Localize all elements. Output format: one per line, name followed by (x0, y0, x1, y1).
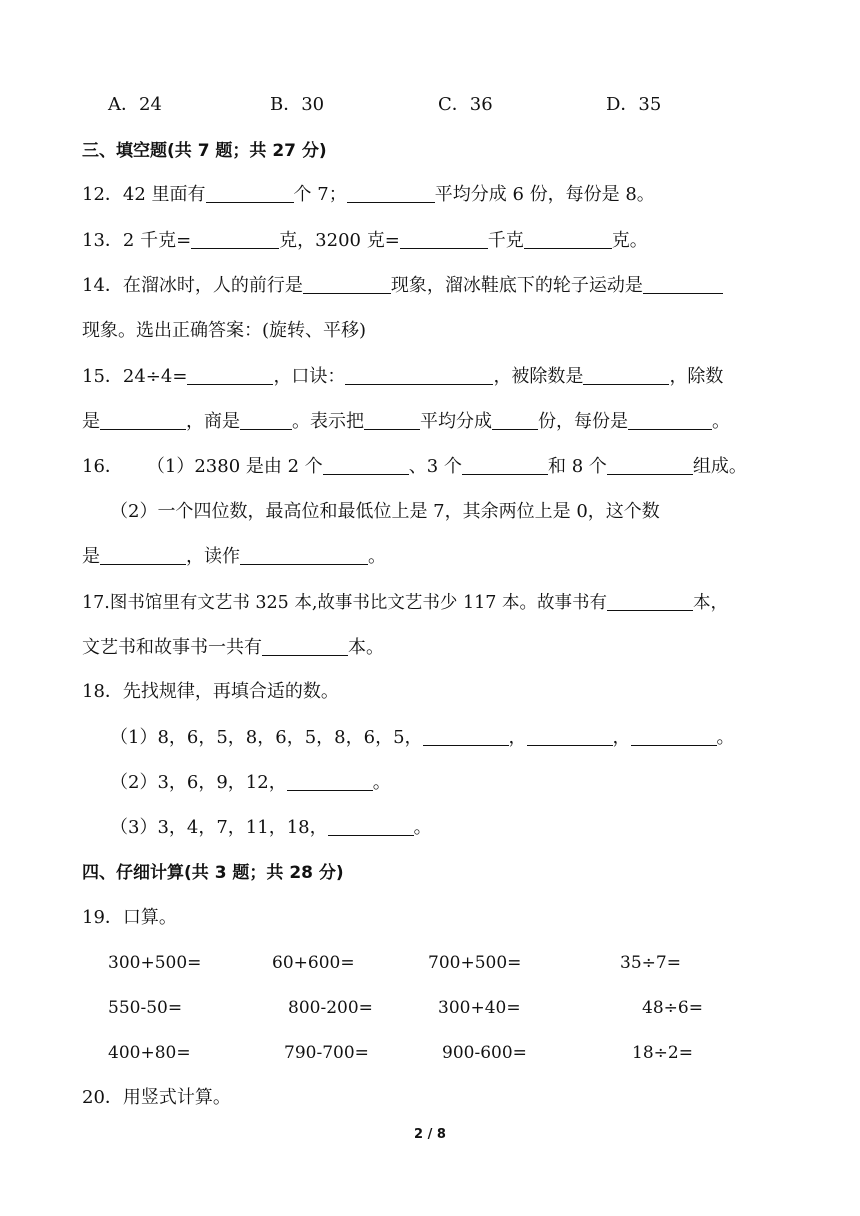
question-14-line-2: 现象。选出正确答案：(旋转、平移) (82, 320, 367, 341)
answer-blank[interactable] (628, 411, 712, 430)
question-number: 18． (82, 681, 123, 702)
oral-calc-item: 35÷7= (620, 953, 681, 973)
answer-blank[interactable] (240, 411, 292, 430)
oral-calc-item: 400+80= (108, 1043, 191, 1063)
answer-blank[interactable] (100, 411, 186, 430)
answer-blank[interactable] (100, 546, 186, 565)
question-12: 12．42 里面有 个 7； 平均分成 6 份，每份是 8。 (82, 184, 655, 205)
answer-blank[interactable] (643, 275, 723, 294)
answer-blank[interactable] (191, 230, 279, 249)
option-a: A．24 (108, 94, 162, 115)
oral-calc-item: 700+500= (428, 953, 522, 973)
oral-calc-item: 300+40= (438, 998, 521, 1018)
answer-blank[interactable] (345, 366, 493, 385)
question-18-part-2: （2）3，6，9，12， 。 (110, 772, 391, 793)
oral-calc-item: 48÷6= (642, 998, 703, 1018)
question-16-part-2: （2）一个四位数，最高位和最低位上是 7，其余两位上是 0，这个数 (110, 501, 660, 522)
answer-blank[interactable] (607, 592, 693, 611)
question-number: 16． (82, 456, 123, 477)
oral-calc-item: 550-50= (108, 998, 183, 1018)
question-17-line-2: 文艺书和故事书一共有 本。 (82, 637, 384, 658)
answer-blank[interactable] (400, 230, 488, 249)
answer-blank[interactable] (240, 546, 368, 565)
answer-blank[interactable] (347, 184, 435, 203)
question-18: 18．先找规律，再填合适的数。 (82, 681, 339, 702)
answer-blank[interactable] (631, 727, 717, 746)
page-number: 2 / 8 (414, 1127, 446, 1142)
answer-blank[interactable] (527, 727, 613, 746)
question-19: 19．口算。 (82, 907, 177, 928)
answer-blank[interactable] (323, 456, 409, 475)
question-number: 12． (82, 184, 123, 205)
question-15: 15．24÷4= ，口诀： ，被除数是 ，除数 (82, 366, 724, 387)
section-3-heading: 三、填空题(共 7 题；共 27 分) (82, 141, 327, 161)
option-b: B．30 (270, 94, 325, 115)
question-16: 16． （1）2380 是由 2 个 、3 个 和 8 个 组成。 (82, 456, 747, 477)
answer-blank[interactable] (583, 366, 669, 385)
question-number: 20． (82, 1087, 123, 1108)
oral-calc-item: 18÷2= (632, 1043, 693, 1063)
answer-blank[interactable] (303, 275, 391, 294)
oral-calc-item: 300+500= (108, 953, 202, 973)
question-number: 13． (82, 230, 123, 251)
section-4-heading: 四、仔细计算(共 3 题；共 28 分) (82, 863, 344, 883)
oral-calc-item: 800-200= (288, 998, 373, 1018)
question-13: 13．2 千克= 克，3200 克= 千克 克。 (82, 230, 648, 251)
answer-blank[interactable] (423, 727, 509, 746)
answer-blank[interactable] (262, 637, 348, 656)
answer-blank[interactable] (206, 184, 294, 203)
question-number: 19． (82, 907, 123, 928)
answer-blank[interactable] (287, 772, 373, 791)
answer-blank[interactable] (462, 456, 548, 475)
question-14: 14．在溜冰时，人的前行是 现象，溜冰鞋底下的轮子运动是 (82, 274, 723, 298)
question-16-line-3: 是 ，读作 。 (82, 546, 386, 567)
question-18-part-1: （1）8，6，5，8，6，5，8，6，5， ， ， 。 (110, 727, 735, 748)
question-number: 15． (82, 366, 123, 387)
answer-blank[interactable] (492, 411, 538, 430)
question-number: 14． (82, 275, 123, 296)
question-18-part-3: （3）3，4，7，11，18， 。 (110, 817, 432, 838)
answer-blank[interactable] (187, 366, 273, 385)
answer-blank[interactable] (364, 411, 420, 430)
oral-calc-item: 790-700= (284, 1043, 369, 1063)
question-20: 20．用竖式计算。 (82, 1087, 231, 1108)
answer-blank[interactable] (328, 817, 414, 836)
answer-blank[interactable] (524, 230, 612, 249)
answer-blank[interactable] (607, 456, 693, 475)
question-17: 17.图书馆里有文艺书 325 本,故事书比文艺书少 117 本。故事书有 本， (82, 593, 728, 613)
option-d: D．35 (606, 94, 662, 115)
question-15-line-2: 是 ，商是 。表示把 平均分成 份，每份是 。 (82, 411, 730, 432)
oral-calc-item: 60+600= (272, 953, 355, 973)
option-c: C．36 (438, 94, 493, 115)
oral-calc-item: 900-600= (442, 1043, 527, 1063)
